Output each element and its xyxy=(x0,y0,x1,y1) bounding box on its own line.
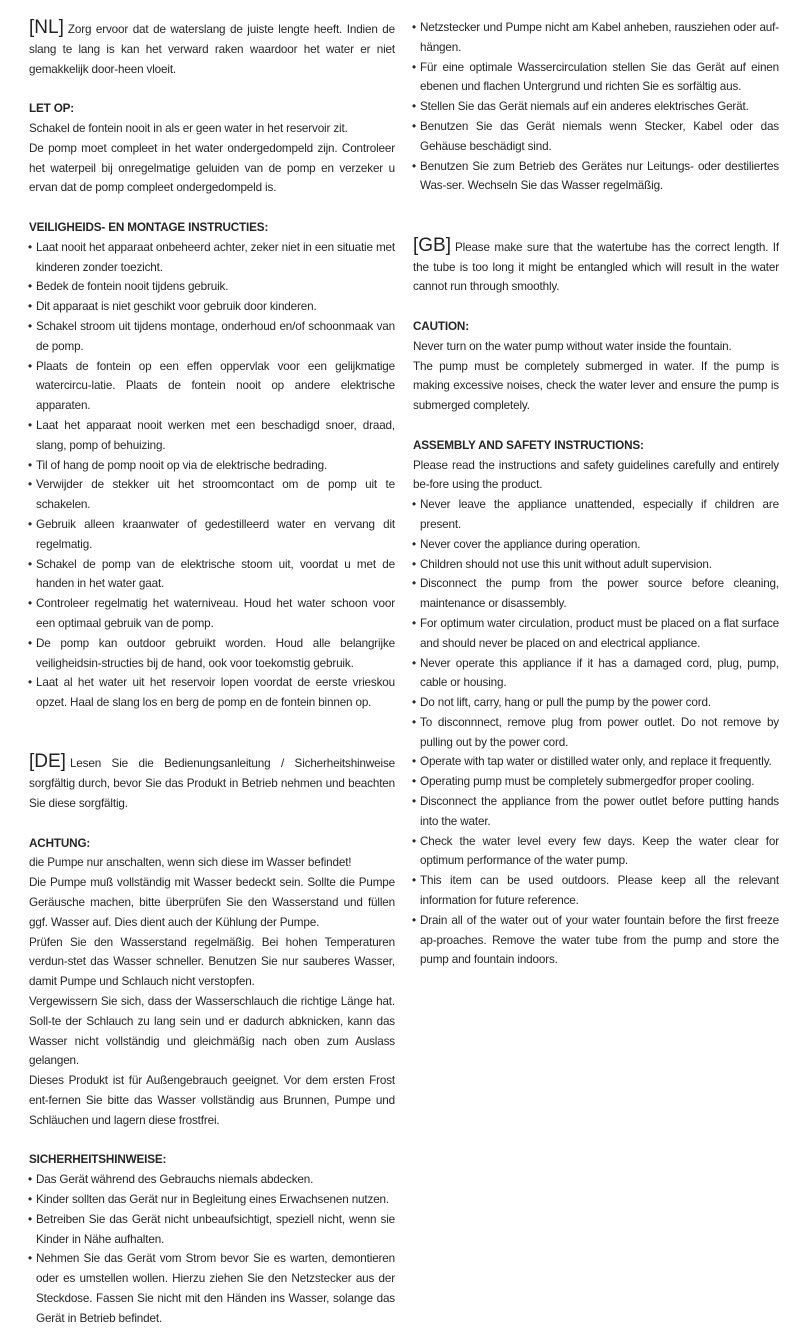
gb-safety-heading: ASSEMBLY AND SAFETY INSTRUCTIONS: xyxy=(413,438,644,452)
gb-caution-line: Never turn on the water pump without water inside the fountain. xyxy=(413,339,732,353)
gb-safety-item: • For optimum water circulation, product must be placed on a flat surface and should never be placed on and electrical appliance. xyxy=(413,614,779,654)
gb-safety-item: • Never leave the appliance unattended, especially if children are present. xyxy=(413,495,779,535)
nl-safety-item: • Bedek de fontein nooit tijdens gebruik. xyxy=(29,277,395,297)
de-safety-item: • Das Gerät während des Gebrauchs niemals abdecken. xyxy=(29,1170,395,1190)
de-safety-item: • Netzstecker und Pumpe nicht am Kabel anheben, rausziehen oder auf-hängen. xyxy=(413,18,779,58)
de-safety-item: • Betreiben Sie das Gerät nicht unbeaufsichtigt, speziell nicht, wenn sie Kinder in Nähe aufhalten. xyxy=(29,1210,395,1250)
de-language-code: [DE] xyxy=(29,751,66,773)
gb-language-code: [GB] xyxy=(413,234,452,256)
nl-caution-line: De pomp moet compleet in het water ondergedompeld zijn. Controleer het waterpeil bij onregelmatige geluiden van de pomp en verzeker u ervan dat de pomp compleet ondergedompeld is. xyxy=(29,141,395,195)
gb-safety-item: • Children should not use this unit without adult supervision. xyxy=(413,555,779,575)
nl-safety-item: • Laat al het water uit het reservoir lopen voordat de eerste vrieskou opzet. Haal de slang los en berg de pomp en de fontein binnen op. xyxy=(29,673,395,713)
de-safety-item: • Benutzen Sie zum Betrieb des Gerätes nur Leitungs- oder destiliertes Was-ser. Wechseln Sie das Wasser regelmäßig. xyxy=(413,157,779,197)
de-caution-heading: ACHTUNG: xyxy=(29,836,91,850)
gb-safety-list xyxy=(413,495,779,970)
de-caution-line: Vergewissern Sie sich, dass der Wasserschlauch die richtige Länge hat. Soll-te der Schlauch zu lang sein und er dadurch abknicken, kann das Wasser nicht vollständig und gleichmäßig nach oben zum Auslass gelangen. xyxy=(29,995,395,1068)
de-safety-list-part1 xyxy=(29,1170,395,1328)
gb-safety-item: • Do not lift, carry, hang or pull the pump by the power cord. xyxy=(413,693,779,713)
de-safety-item: • Stellen Sie das Gerät niemals auf ein anderes elektrisches Gerät. xyxy=(413,97,779,117)
section-nl xyxy=(29,18,395,713)
gb-safety-item: • Never cover the appliance during operation. xyxy=(413,535,779,555)
de-caution-line: Die Pumpe muß vollständig mit Wasser bedeckt sein. Sollte die Pumpe Geräusche machen, bitte überprüfen Sie den Wasserstand und füllen ggf. Wasser auf. Dies dient auch der Kühlung der Pumpe. xyxy=(29,876,395,929)
nl-safety-item: • Verwijder de stekker uit het stroomcontact om de pomp uit te schakelen. xyxy=(29,475,395,515)
gb-caution-heading: CAUTION: xyxy=(413,319,469,333)
gb-intro: [GB] Please make sure that the watertube has the correct length. If the tube is too long it might be entangled which will result in the water cannot run through smoothly. xyxy=(413,234,779,294)
left-column xyxy=(29,18,395,1329)
nl-safety-item: • Dit apparaat is niet geschikt voor gebruik door kinderen. xyxy=(29,297,395,317)
de-caution-line: die Pumpe nur anschalten, wenn sich diese im Wasser befindet! xyxy=(29,856,352,870)
gb-caution-line: The pump must be completely submerged in water. If the pump is making excessive noises, check the water lever and ensure the pump is submerged completely. xyxy=(413,359,779,413)
nl-safety-heading: VEILIGHEIDS- EN MONTAGE INSTRUCTIES: xyxy=(29,220,269,234)
nl-safety-item: • Plaats de fontein op een effen oppervlak voor een gelijkmatige watercircu-latie. Plaats de fontein nooit op andere elektrische apparaten. xyxy=(29,357,395,416)
section-gb xyxy=(413,236,779,970)
gb-safety-item: • This item can be used outdoors. Please keep all the relevant information for future reference. xyxy=(413,871,779,911)
gb-safety-item: • Operate with tap water or distilled water only, and replace it frequently. xyxy=(413,752,779,772)
nl-safety-item: • Laat het apparaat nooit werken met een beschadigd snoer, draad, slang, pomp of behuizing. xyxy=(29,416,395,456)
gb-safety-item: • Disconnect the pump from the power source before cleaning, maintenance or disassembly. xyxy=(413,574,779,614)
nl-safety-item: • Til of hang de pomp nooit op via de elektrische bedrading. xyxy=(29,456,395,476)
nl-safety-item: • Controleer regelmatig het waterniveau. Houd het water schoon voor een optimaal gebruik van de pomp. xyxy=(29,594,395,634)
nl-caution-line: Schakel de fontein nooit in als er geen water in het reservoir zit. xyxy=(29,121,348,135)
de-safety-item: • Benutzen Sie das Gerät niemals wenn Stecker, Kabel oder das Gehäuse beschädigt sind. xyxy=(413,117,779,157)
nl-safety-item: • Gebruik alleen kraanwater of gedestilleerd water en vervang dit regelmatig. xyxy=(29,515,395,555)
de-safety-item: • Kinder sollten das Gerät nur in Begleitung eines Erwachsenen nutzen. xyxy=(29,1190,395,1210)
nl-safety-item: • Schakel stroom uit tijdens montage, onderhoud en/of schoonmaak van de pomp. xyxy=(29,317,395,357)
nl-language-code: [NL] xyxy=(29,17,64,38)
de-safety-list-part2 xyxy=(413,18,779,196)
gb-safety-item: • To disconnnect, remove plug from power outlet. Do not remove by pulling out by the power cord. xyxy=(413,713,779,753)
gb-safety-item: • Never operate this appliance if it has a damaged cord, plug, pump, cable or housing. xyxy=(413,654,779,694)
gb-safety-intro: Please read the instructions and safety guidelines carefully and entirely be-fore using the product. xyxy=(413,458,779,492)
gb-safety-item: • Drain all of the water out of your water fountain before the first freeze ap-proaches. Remove the water tube from the pump and store the pump and fountain indoors. xyxy=(413,911,779,970)
nl-safety-list xyxy=(29,238,395,713)
gb-safety-item: • Operating pump must be completely submergedfor proper cooling. xyxy=(413,772,779,792)
nl-safety-item: • Schakel de pomp van de elektrische stoom uit, voordat u met de handen in het water gaat. xyxy=(29,555,395,595)
gb-safety-item: • Disconnect the appliance from the power outlet before putting hands into the water. xyxy=(413,792,779,832)
section-de xyxy=(29,752,395,1328)
nl-safety-item: • De pomp kan outdoor gebruikt worden. Houd alle belangrijke veiligheidsin-structies bij de hand, ook voor toekomstig gebruik. xyxy=(29,634,395,674)
nl-safety-item: • Laat nooit het apparaat onbeheerd achter, zeker niet in een situatie met kinderen zonder toezicht. xyxy=(29,238,395,278)
de-caution-line: Prüfen Sie den Wasserstand regelmäßig. Bei hohen Temperaturen verdun-stet das Wasser schneller. Benutzen Sie nur sauberes Wasser, damit Pumpe und Schlauch nicht verstopfen. xyxy=(29,935,395,989)
nl-caution-heading: LET OP: xyxy=(29,102,75,116)
gb-safety-item: • Check the water level every few days. Keep the water clear for optimum performance of the water pump. xyxy=(413,832,779,872)
de-caution-line: Dieses Produkt ist für Außengebrauch geeignet. Vor dem ersten Frost ent-fernen Sie bitte das Wasser vollständig aus Brunnen, Pumpe und Schläuchen und lagern diese frostfrei. xyxy=(29,1074,395,1127)
nl-intro: [NL] Zorg ervoor dat de waterslang de juiste lengte heeft. Indien de slang te lang is kan het verward raken waardoor het water er niet gemakkelijk door-heen vloeit. xyxy=(29,17,395,76)
de-safety-item: • Nehmen Sie das Gerät vom Strom bevor Sie es warten, demontieren oder es umstellen wollen. Hierzu ziehen Sie den Netzstecker aus der Steckdose. Fassen Sie nicht mit den Händen ins Wasser, solange das Gerät in Betrieb befindet. xyxy=(29,1249,395,1328)
de-intro: [DE] Lesen Sie die Bedienungsanleitung / Sicherheitshinweise sorgfältig durch, bevor Sie das Produkt in Betrieb nehmen und beachten Sie diese sorgfältig. xyxy=(29,751,395,811)
de-safety-item: • Für eine optimale Wassercirculation stellen Sie das Gerät auf einen ebenen und flachen Untergrund und richten Sie es sorfältig aus. xyxy=(413,58,779,98)
de-safety-heading: SICHERHEITSHINWEISE: xyxy=(29,1153,167,1167)
right-column xyxy=(413,18,779,970)
